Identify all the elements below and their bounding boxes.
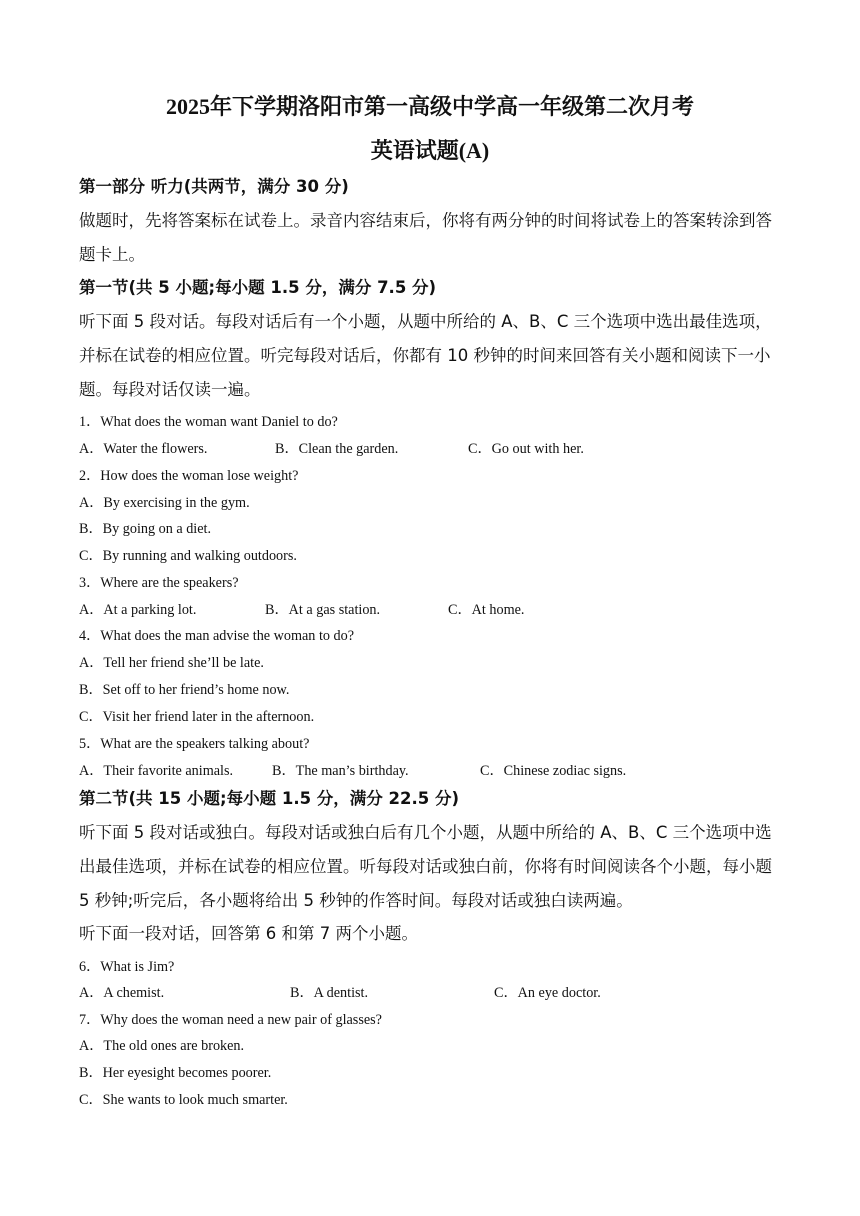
q3-option-a: A．At a parking lot. — [79, 602, 197, 618]
q2-option-c: C．By running and walking outdoors. — [79, 548, 297, 564]
q7-option-b: B．Her eyesight becomes poorer. — [79, 1065, 272, 1081]
q7-option-a: A．The old ones are broken. — [79, 1038, 245, 1054]
question-3: 3．Where are the speakers? — [79, 575, 239, 591]
q5-option-a: A．Their favorite animals. — [79, 763, 234, 779]
dialog-6-instruction: 听下面一段对话，回答第 6 和第 7 两个小题。 — [79, 924, 418, 943]
q4-option-a: A．Tell her friend she’ll be late. — [79, 655, 264, 671]
question-7: 7．Why does the woman need a new pair of glasses? — [79, 1012, 382, 1028]
q2-option-b: B．By going on a diet. — [79, 521, 212, 537]
section1-instruction: 听下面 5 段对话。每段对话后有一个小题，从题中所给的 A、B、C 三个选项中选出最佳选项，并标在试卷的相应位置。听完每段对话后，你都有 10 秒钟的时间来回答有关小题和阅读下一小题。每段对话仅读一遍。 — [79, 312, 772, 399]
q1-option-c: C．Go out with her. — [468, 441, 584, 457]
q5-option-b: B．The man’s birthday. — [272, 763, 409, 779]
q6-option-a: A．A chemist. — [79, 985, 165, 1001]
exam-subtitle: 英语试题(A) — [370, 138, 490, 163]
q2-option-a: A．By exercising in the gym. — [79, 495, 250, 511]
question-6: 6．What is Jim? — [79, 959, 175, 975]
question-5: 5．What are the speakers talking about? — [79, 736, 310, 752]
exam-title: 2025年下学期洛阳市第一高级中学高一年级第二次月考 — [165, 94, 694, 119]
q3-option-c: C．At home. — [448, 602, 525, 618]
q4-option-c: C．Visit her friend later in the afternoon. — [79, 709, 315, 725]
question-2: 2．How does the woman lose weight? — [79, 468, 299, 484]
question-4: 4．What does the man advise the woman to do? — [79, 628, 355, 644]
question-1: 1．What does the woman want Daniel to do? — [79, 414, 338, 430]
section2-instruction: 听下面 5 段对话或独白。每段对话或独白后有几个小题，从题中所给的 A、B、C 三个选项中选出最佳选项，并标在试卷的相应位置。听每段对话或独白前，你将有时间阅读各个小题，每小题 5 秒钟;听完后，各小题将给出 5 秒钟的作答时间。每段对话或独白读两遍。 — [79, 823, 772, 910]
q7-option-c: C．She wants to look much smarter. — [79, 1092, 288, 1108]
q1-option-a: A．Water the flowers. — [79, 441, 208, 457]
q6-option-c: C．An eye doctor. — [494, 985, 601, 1001]
part1-heading: 第一部分 听力(共两节，满分 30 分) — [79, 177, 349, 196]
q3-option-b: B．At a gas station. — [265, 602, 381, 618]
section2-heading: 第二节(共 15 小题;每小题 1.5 分，满分 22.5 分) — [79, 789, 460, 808]
q1-option-b: B．Clean the garden. — [275, 441, 399, 457]
q5-option-c: C．Chinese zodiac signs. — [480, 763, 627, 779]
q6-option-b: B．A dentist. — [290, 985, 369, 1001]
part1-instruction: 做题时，先将答案标在试卷上。录音内容结束后，你将有两分钟的时间将试卷上的答案转涂到答题卡上。 — [79, 211, 772, 264]
q4-option-b: B．Set off to her friend’s home now. — [79, 682, 290, 698]
section1-heading: 第一节(共 5 小题;每小题 1.5 分，满分 7.5 分) — [79, 278, 437, 297]
